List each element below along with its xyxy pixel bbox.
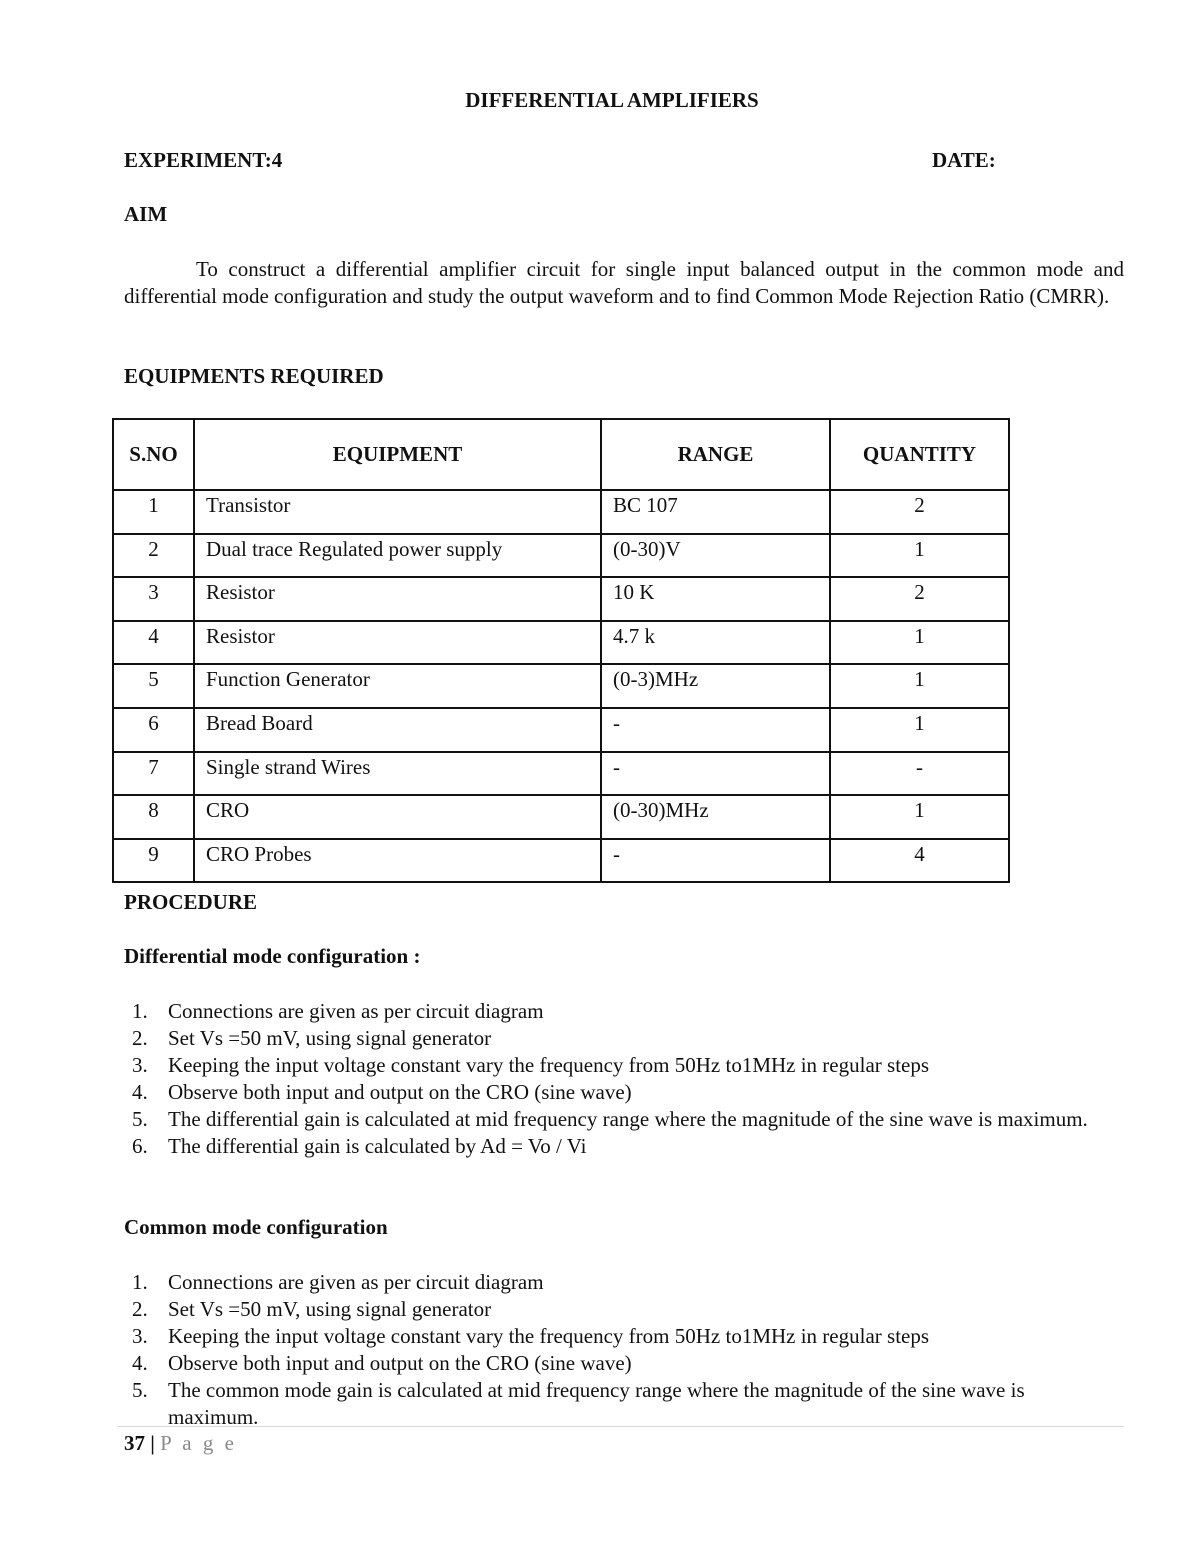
- step-text: Keeping the input voltage constant vary the frequency from 50Hz to1MHz in regular steps: [168, 1324, 930, 1348]
- common-mode-steps: [124, 1269, 1114, 1431]
- step-text: Connections are given as per circuit diagram: [168, 999, 544, 1023]
- list-item: [124, 1269, 1114, 1296]
- cell-equipment: Dual trace Regulated power supply: [194, 534, 601, 578]
- list-item: [124, 1025, 1114, 1052]
- cell-sno: 4: [113, 621, 194, 665]
- footer-divider: [118, 1426, 1124, 1427]
- cell-equipment: CRO Probes: [194, 839, 601, 883]
- footer-separator: |: [150, 1431, 155, 1455]
- table-row: [113, 490, 1009, 534]
- list-item: [124, 1350, 1114, 1377]
- step-number: 4.: [132, 1351, 148, 1375]
- column-header-range: RANGE: [601, 419, 830, 490]
- page-number: 37: [124, 1431, 145, 1455]
- step-number: 5.: [132, 1107, 148, 1131]
- equipment-table-body: [113, 490, 1009, 882]
- cell-sno: 5: [113, 664, 194, 708]
- table-row: [113, 621, 1009, 665]
- cell-range: -: [601, 708, 830, 752]
- page-word: P a g e: [160, 1431, 237, 1455]
- step-number: 4.: [132, 1080, 148, 1104]
- table-row: [113, 534, 1009, 578]
- step-number: 5.: [132, 1378, 148, 1402]
- differential-mode-steps: [124, 998, 1114, 1160]
- equipment-table: [112, 418, 1010, 883]
- list-item: [124, 1296, 1114, 1323]
- step-text: Observe both input and output on the CRO (sine wave): [168, 1080, 632, 1104]
- experiment-label: EXPERIMENT:4: [124, 148, 283, 172]
- cell-range: (0-3)MHz: [601, 664, 830, 708]
- cell-quantity: 1: [830, 664, 1009, 708]
- cell-range: (0-30)V: [601, 534, 830, 578]
- step-number: 1.: [132, 999, 148, 1023]
- page-footer: [124, 1431, 237, 1456]
- column-header-sno: S.NO: [113, 419, 194, 490]
- table-row: [113, 708, 1009, 752]
- cell-equipment: Single strand Wires: [194, 752, 601, 796]
- step-text: Set Vs =50 mV, using signal generator: [168, 1026, 492, 1050]
- date-label: DATE:: [932, 148, 996, 172]
- table-row: [113, 752, 1009, 796]
- cell-sno: 3: [113, 577, 194, 621]
- cell-range: -: [601, 839, 830, 883]
- table-row: [113, 664, 1009, 708]
- step-number: 2.: [132, 1297, 148, 1321]
- step-number: 3.: [132, 1053, 148, 1077]
- list-item: [124, 1079, 1114, 1106]
- cell-equipment: Resistor: [194, 577, 601, 621]
- cell-range: -: [601, 752, 830, 796]
- cell-equipment: Bread Board: [194, 708, 601, 752]
- list-item: [124, 1106, 1114, 1133]
- table-header-row: [113, 419, 1009, 490]
- cell-quantity: 4: [830, 839, 1009, 883]
- table-row: [113, 577, 1009, 621]
- cell-sno: 9: [113, 839, 194, 883]
- cell-quantity: 2: [830, 577, 1009, 621]
- aim-heading: AIM: [124, 202, 168, 226]
- cell-range: 4.7 k: [601, 621, 830, 665]
- list-item: [124, 1323, 1114, 1350]
- cell-quantity: 1: [830, 621, 1009, 665]
- cell-sno: 8: [113, 795, 194, 839]
- column-header-quantity: QUANTITY: [830, 419, 1009, 490]
- cell-sno: 6: [113, 708, 194, 752]
- step-text: The differential gain is calculated by Ad = Vo / Vi: [168, 1134, 587, 1158]
- list-item: [124, 1052, 1114, 1079]
- cell-range: BC 107: [601, 490, 830, 534]
- differential-mode-heading: Differential mode configuration :: [124, 944, 421, 968]
- list-item: [124, 1133, 1114, 1160]
- cell-quantity: -: [830, 752, 1009, 796]
- cell-sno: 2: [113, 534, 194, 578]
- step-number: 3.: [132, 1324, 148, 1348]
- step-number: 2.: [132, 1026, 148, 1050]
- common-mode-heading: Common mode configuration: [124, 1215, 388, 1239]
- document-title: DIFFERENTIAL AMPLIFIERS: [465, 88, 759, 112]
- cell-sno: 7: [113, 752, 194, 796]
- cell-equipment: Function Generator: [194, 664, 601, 708]
- cell-equipment: CRO: [194, 795, 601, 839]
- cell-equipment: Transistor: [194, 490, 601, 534]
- list-item: [124, 1377, 1114, 1431]
- equipments-heading: EQUIPMENTS REQUIRED: [124, 364, 384, 388]
- cell-quantity: 1: [830, 795, 1009, 839]
- cell-quantity: 2: [830, 490, 1009, 534]
- cell-equipment: Resistor: [194, 621, 601, 665]
- table-row: [113, 795, 1009, 839]
- procedure-heading: PROCEDURE: [124, 890, 258, 914]
- step-text: Set Vs =50 mV, using signal generator: [168, 1297, 492, 1321]
- list-item: [124, 998, 1114, 1025]
- cell-sno: 1: [113, 490, 194, 534]
- column-header-equipment: EQUIPMENT: [194, 419, 601, 490]
- cell-range: (0-30)MHz: [601, 795, 830, 839]
- step-text: Observe both input and output on the CRO (sine wave): [168, 1351, 632, 1375]
- table-row: [113, 839, 1009, 883]
- step-number: 1.: [132, 1270, 148, 1294]
- cell-quantity: 1: [830, 708, 1009, 752]
- aim-text: To construct a differential amplifier circuit for single input balanced output in the common mode and differential mode configuration and study the output waveform and to find Common Mode Rejection Ratio (CMRR).: [124, 257, 1124, 308]
- cell-range: 10 K: [601, 577, 830, 621]
- step-text: Keeping the input voltage constant vary the frequency from 50Hz to1MHz in regular steps: [168, 1053, 930, 1077]
- step-number: 6.: [132, 1134, 148, 1158]
- cell-quantity: 1: [830, 534, 1009, 578]
- step-text: The differential gain is calculated at mid frequency range where the magnitude of the sine wave is maximum.: [168, 1107, 1088, 1131]
- step-text: Connections are given as per circuit diagram: [168, 1270, 544, 1294]
- step-text: The common mode gain is calculated at mid frequency range where the magnitude of the sine wave is maximum.: [168, 1378, 1025, 1429]
